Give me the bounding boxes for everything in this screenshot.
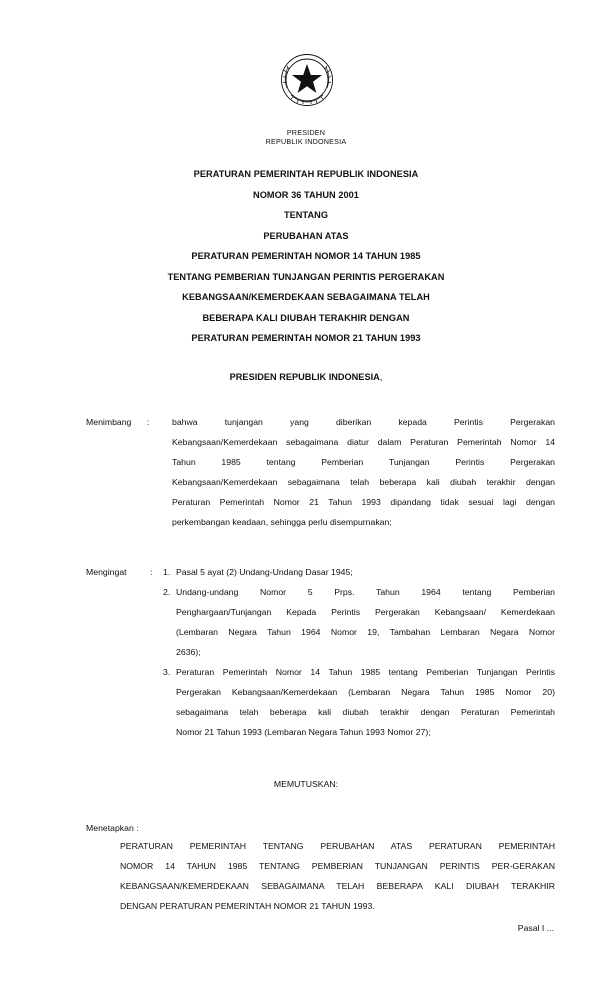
title-line: PERUBAHAN ATAS [263, 230, 349, 241]
menimbang-label: Menimbang [86, 417, 132, 427]
menetapkan-label: Menetapkan : [86, 823, 139, 833]
presidential-emblem-icon [279, 52, 335, 108]
mengingat-line: (Lembaran Negara Tahun 1964 Nomor 19, Tambahan Lembaran Negara Nomor [176, 627, 555, 637]
menimbang-line: bahwa tunjangan yang diberikan kepada Perintis Pergerakan [172, 417, 555, 427]
title-line: KEBANGSAAN/KEMERDEKAAN SEBAGAIMANA TELAH [182, 292, 430, 302]
president-heading-suffix: , [379, 372, 383, 382]
mengingat-colon: : [150, 567, 153, 577]
mengingat-item-text [176, 582, 555, 662]
menetapkan-line: DENGAN PERATURAN PEMERINTAH NOMOR 21 TAHUN 1993. [120, 901, 375, 911]
title-line: BEBERAPA KALI DIUBAH TERAKHIR DENGAN [202, 312, 410, 323]
mengingat-line: sebagaimana telah beberapa kali diubah terakhir dengan Peraturan Pemerintah [176, 707, 555, 717]
mengingat-item-number: 2. [163, 587, 171, 597]
mengingat-line: Penghargaan/Tunjangan Kepada Perintis Pergerakan Kebangsaan/ Kemerdekaan [176, 607, 555, 617]
mengingat-item-number: 1. [163, 567, 171, 577]
menetapkan-text [120, 836, 555, 916]
menetapkan-line: PERATURAN PEMERINTAH TENTANG PERUBAHAN ATAS PERATURAN PEMERINTAH [120, 841, 555, 851]
mengingat-line: Undang-undang Nomor 5 Prps. Tahun 1964 tentang Pemberian [176, 587, 555, 597]
memutuskan-heading: MEMUTUSKAN: [273, 779, 339, 789]
menimbang-line: Peraturan Pemerintah Nomor 21 Tahun 1993 dipandang tidak sesuai lagi dengan [172, 497, 555, 507]
menetapkan-line: KEBANGSAAN/KEMERDEKAAN SEBAGAIMANA TELAH BEBERAPA KALI DIUBAH TERAKHIR [120, 881, 555, 891]
mengingat-label: Mengingat [86, 567, 127, 577]
menimbang-line: Tahun 1985 tentang Pemberian Tunjangan Perintis Pergerakan [172, 457, 555, 467]
institution-line-1: PRESIDEN [286, 128, 326, 137]
mengingat-item-text [176, 562, 555, 582]
menimbang-colon: : [147, 417, 150, 427]
title-line: TENTANG [283, 210, 329, 220]
title-line: NOMOR 36 TAHUN 2001 [253, 189, 359, 200]
mengingat-item-number: 3. [163, 667, 171, 677]
title-line: PERATURAN PEMERINTAH NOMOR 21 TAHUN 1993 [191, 333, 421, 343]
menimbang-line: Kebangsaan/Kemerdekaan sebagaimana telah beberapa kali diubah terakhir dengan [172, 477, 555, 487]
menimbang-text [172, 412, 555, 532]
mengingat-line: 2636); [176, 647, 201, 657]
mengingat-item-text [176, 662, 555, 742]
page-continuation: Pasal I ... [517, 923, 554, 933]
menetapkan-line: NOMOR 14 TAHUN 1985 TENTANG PEMBERIAN TUNJANGAN PERINTIS PER-GERAKAN [120, 861, 555, 871]
title-line: PERATURAN PEMERINTAH REPUBLIK INDONESIA [193, 169, 419, 179]
mengingat-line: Pergerakan Kebangsaan/Kemerdekaan (Lembaran Negara Tahun 1985 Nomor 20) [176, 687, 555, 697]
title-line: PERATURAN PEMERINTAH NOMOR 14 TAHUN 1985 [191, 251, 421, 261]
menimbang-line: Kebangsaan/Kemerdekaan sebagaimana diatur dalam Peraturan Pemerintah Nomor 14 [172, 437, 555, 447]
president-heading-text: PRESIDEN REPUBLIK INDONESIA [229, 372, 380, 382]
menimbang-line: perkembangan keadaan, sehingga perlu disempurnakan; [172, 517, 392, 527]
mengingat-line: Peraturan Pemerintah Nomor 14 Tahun 1985 tentang Pemberian Tunjangan Perintis [176, 667, 555, 677]
institution-line-2: REPUBLIK INDONESIA [265, 137, 347, 146]
mengingat-line: Pasal 5 ayat (2) Undang-Undang Dasar 1945; [176, 567, 353, 577]
title-line: TENTANG PEMBERIAN TUNJANGAN PERINTIS PERGERAKAN [167, 271, 445, 282]
document-title [0, 164, 612, 349]
president-heading [0, 372, 612, 382]
mengingat-line: Nomor 21 Tahun 1993 (Lembaran Negara Tahun 1993 Nomor 27); [176, 727, 431, 737]
